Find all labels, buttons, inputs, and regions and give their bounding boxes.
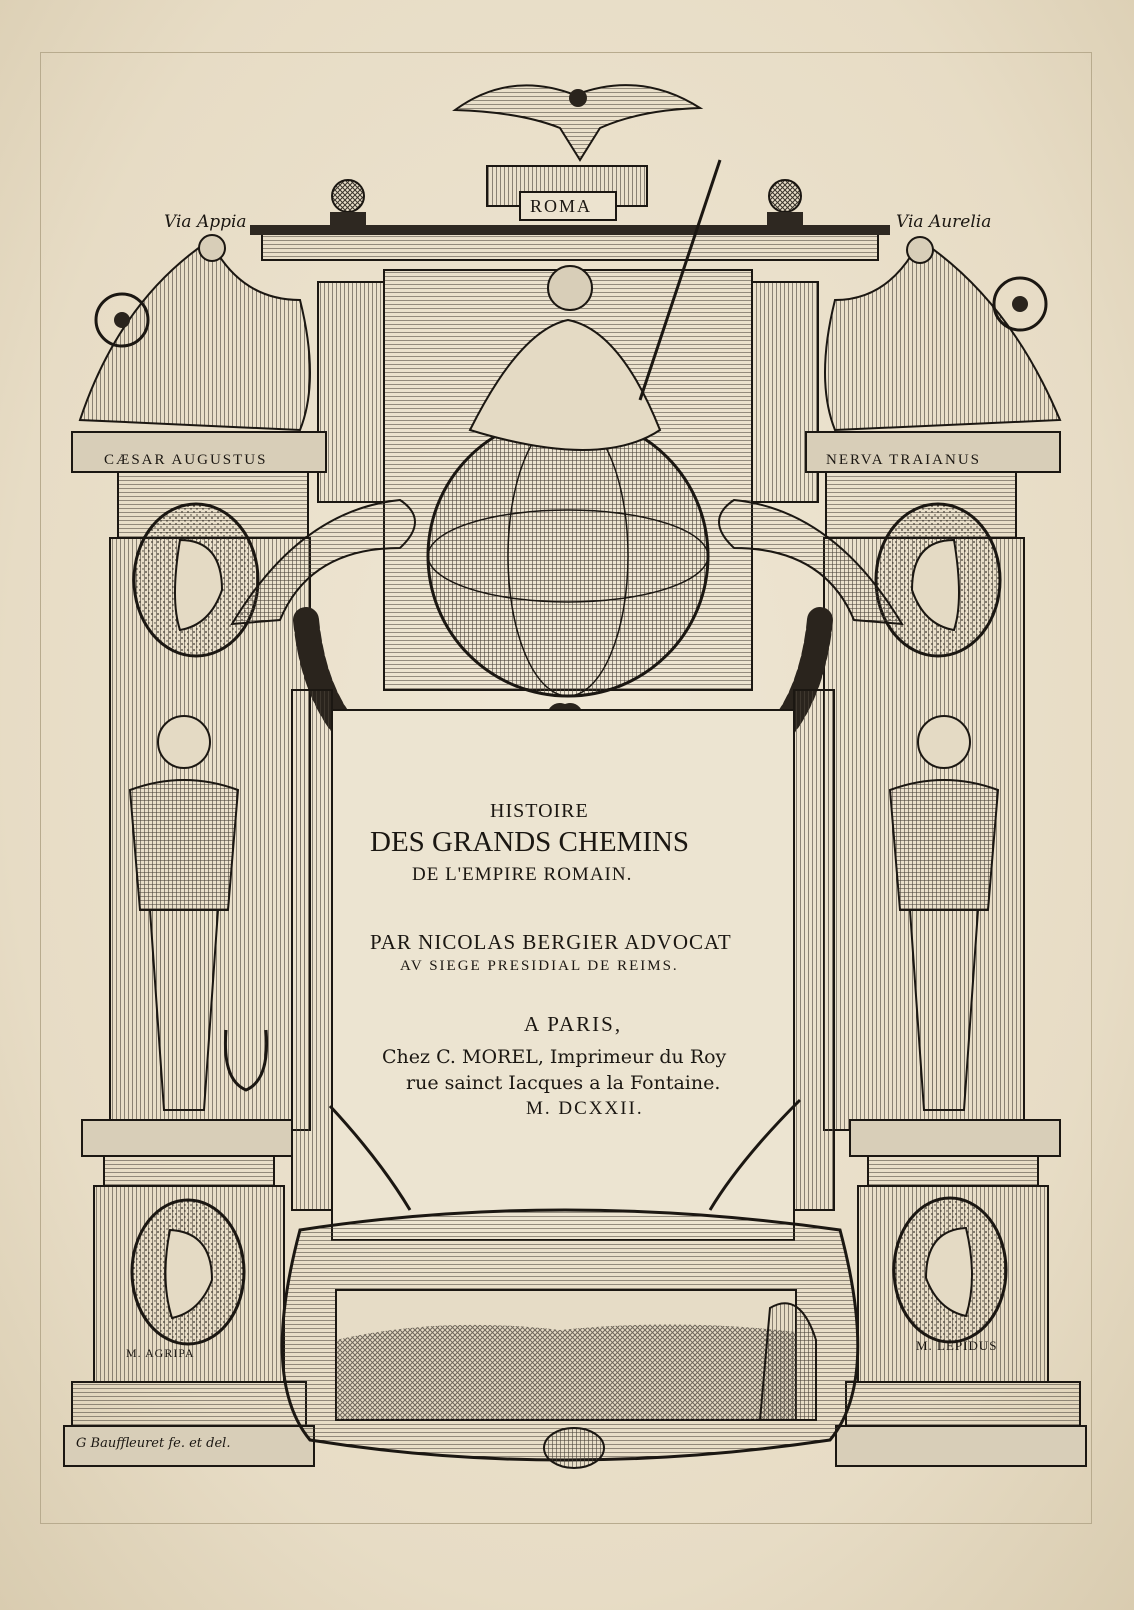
landscape-vignette xyxy=(282,1210,858,1468)
eagle-icon xyxy=(455,85,700,160)
engraver-signature: G Bauffleuret fe. et del. xyxy=(76,1436,231,1451)
imprint-address: rue sainct Iacques a la Fontaine. xyxy=(406,1072,721,1094)
title-cartouche xyxy=(332,710,794,1240)
title-line-2: DES GRANDS CHEMINS xyxy=(370,826,690,858)
author-line-2: AV SIEGE PRESIDIAL DE REIMS. xyxy=(400,958,679,974)
medallion-nerva xyxy=(876,504,1000,656)
via-aurelia-figure xyxy=(825,237,1060,430)
lepidus-label: M. LEPIDUS xyxy=(916,1338,998,1353)
medallion-lepidus xyxy=(894,1198,1006,1342)
via-appia-label: Via Appia xyxy=(164,212,247,232)
imprint-printer: Chez C. MOREL, Imprimeur du Roy xyxy=(382,1046,727,1068)
medallion-caesar xyxy=(134,504,258,656)
via-appia-figure xyxy=(80,235,310,430)
imprint-year: M. DCXXII. xyxy=(526,1098,644,1119)
imprint-place: A PARIS, xyxy=(524,1012,623,1036)
agrippa-label: M. AGRIPA xyxy=(126,1346,195,1360)
caesar-augustus-label: CÆSAR AUGUSTUS xyxy=(104,452,268,468)
nerva-traianus-label: NERVA TRAIANUS xyxy=(826,452,982,468)
via-aurelia-label: Via Aurelia xyxy=(896,212,992,232)
title-line-1: HISTOIRE xyxy=(490,800,589,822)
author-line: PAR NICOLAS BERGIER ADVOCAT xyxy=(370,930,732,954)
title-line-3: DE L'EMPIRE ROMAIN. xyxy=(412,864,633,885)
medallion-agrippa xyxy=(132,1200,244,1344)
roma-tablet: ROMA xyxy=(530,196,593,216)
